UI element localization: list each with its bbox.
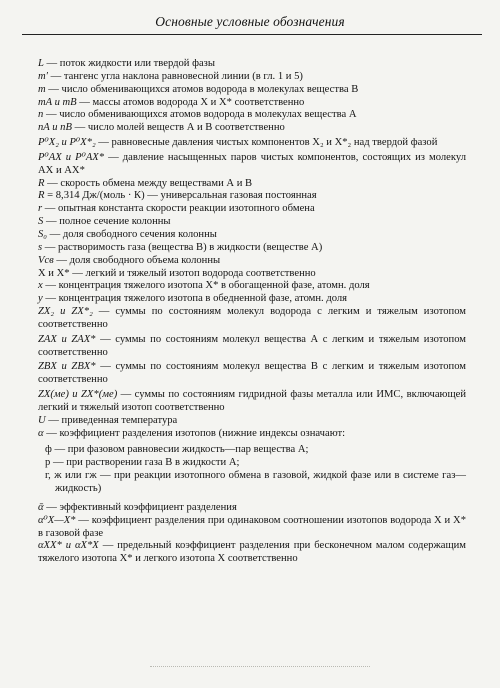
notation-entry (38, 255, 466, 268)
notation-definition: — число обменивающихся атомов водорода в молекулах вещества В (45, 83, 359, 95)
notation-symbol: R (38, 190, 45, 202)
notation-definition: — легкий и тяжелый изотоп водорода соответственно (69, 267, 316, 279)
notation-entry (38, 97, 466, 110)
notation-definition: = 8,314 Дж/(моль · К) — универсальная газовая постоянная (44, 190, 317, 202)
notation-symbol: ᾱ (38, 501, 44, 513)
notation-entry (38, 280, 466, 293)
notation-entry (38, 122, 466, 135)
notation-definition: — растворимость газа (вещества В) в жидкости (веществе А) (42, 241, 323, 253)
notation-entry (38, 428, 466, 441)
notation-symbol: x (38, 280, 43, 292)
notation-entry (38, 389, 466, 415)
notation-symbol: mA и mB (38, 96, 77, 108)
notation-symbol: α⁰X—X* (38, 514, 76, 526)
notation-definition: — массы атомов водорода Х и Х* соответственно (76, 96, 305, 108)
notation-definition: — концентрация тяжелого изотопа Х* в обогащенной фазе, атомн. доля (42, 280, 370, 292)
notation-definition: — суммы по состояниям молекул вещества В с легким и тяжелым изотопом соответственно (38, 361, 467, 386)
subscript-meaning-entry: г, ж или гж — при реакции изотопного обмена в газовой, жидкой фазе или в системе газ—жидкость) (45, 470, 466, 494)
notation-entry (38, 415, 466, 428)
notation-definition: — скорость обмена между веществами А и В (44, 177, 253, 189)
notation-definition: — число обменивающихся атомов водорода в молекулах вещества А (43, 109, 357, 121)
notation-symbol: U (38, 414, 46, 426)
notation-entry (38, 178, 466, 191)
subscript-meaning-entry: р — при растворении газа В в жидкости А; (45, 457, 240, 469)
notation-list (38, 58, 466, 566)
notation-symbol: α (38, 427, 44, 439)
notation-symbol: S (38, 216, 44, 228)
notation-symbol: αXX* и αX*X (38, 540, 99, 552)
notation-symbol: s (38, 241, 43, 253)
notation-symbol: R (38, 177, 45, 189)
notation-definition: — давление насыщенных паров чистых компонентов, состоящих из молекул АХ и АХ* (38, 151, 466, 176)
notation-definition: — доля свободного объема колонны (53, 254, 221, 266)
notation-symbol: P⁰AX и P⁰AX* (38, 151, 105, 163)
notation-entry (38, 203, 466, 216)
header-rule (22, 34, 482, 35)
notation-definition: — суммы по состояниям молекул вещества А с легким и тяжелым изотопом соответственно (38, 333, 466, 358)
notation-entry (38, 137, 466, 150)
notation-definition: — доля свободного сечения колонны (46, 228, 217, 240)
notation-entry (38, 242, 466, 255)
notation-entry (38, 152, 466, 178)
notation-entry (38, 216, 466, 229)
notation-definition: — число молей веществ А и В соответственно (71, 122, 285, 134)
running-header: Основные условные обозначения (155, 14, 345, 29)
notation-entry (38, 190, 466, 203)
notation-symbol: m (38, 83, 46, 95)
notation-definition: — коэффициент разделения при одинаковом соотношении изотопов водорода Х и Х* в газовой фазе (38, 514, 466, 539)
notation-entry (38, 540, 466, 566)
notation-entry (38, 109, 466, 122)
notation-symbol: ZBX и ZBX* (38, 361, 96, 373)
notation-entry (38, 268, 466, 281)
notation-symbol: y (38, 293, 43, 305)
notation-symbol: Vсв (38, 254, 54, 266)
notation-definition: — полное сечение колонны (43, 216, 171, 228)
notation-definition: — суммы по состояниям молекул водорода с легким и тяжелым изотопом соответственно (38, 306, 467, 330)
notation-definition: — предельный коэффициент разделения при бесконечном малом содержащим тяжелого изотопа Х* и легкого изотопа Х соответственно (38, 540, 466, 565)
notation-entry (38, 515, 466, 541)
notation-entry (38, 58, 466, 71)
notation-entry (38, 334, 466, 360)
notation-definition: — тангенс угла наклона равновесной линии (в гл. 1 и 5) (47, 70, 303, 82)
notation-definition: — концентрация тяжелого изотопа в обедненной фазе, атомн. доля (42, 293, 348, 305)
notation-entry (38, 306, 466, 332)
notation-definition: — коэффициент разделения изотопов (нижние индексы означают: (43, 427, 346, 439)
notation-symbol: m′ (38, 70, 48, 82)
notation-symbol: ZAX и ZAX* (38, 333, 96, 345)
notation-entry (38, 71, 466, 84)
notation-symbol: n (38, 109, 44, 121)
notation-symbol: ZX(ме) и ZX*(ме) (38, 389, 118, 401)
notation-definition: — равновесные давления чистых компонентов X₂ и X*₂ над твердой фазой (95, 137, 438, 149)
subscript-meaning-entry: ф — при фазовом равновесии жидкость—пар вещества А; (45, 444, 309, 456)
notation-definition: — опытная константа скорости реакции изотопного обмена (42, 203, 315, 215)
faint-footer-bleed (150, 666, 370, 671)
notation-entry (38, 361, 466, 387)
notation-symbol: Х и Х* (38, 267, 70, 279)
notation-entry (38, 84, 466, 97)
notation-definition: — эффективный коэффициент разделения (43, 501, 237, 513)
notation-symbol: r (38, 203, 43, 215)
notation-symbol: nA и nB (38, 122, 72, 134)
notation-symbol: ZX₂ и ZX*₂ (38, 306, 93, 318)
notation-symbol: L (38, 58, 44, 69)
notation-symbol: P⁰X₂ и P⁰X*₂ (38, 137, 96, 149)
notation-symbol: S₀ (38, 228, 47, 240)
notation-entry (38, 229, 466, 242)
notation-entry (38, 293, 466, 306)
notation-definition: — приведенная температура (45, 414, 178, 426)
notation-definition: — суммы по состояниям гидридной фазы металла или ИМС, включающей легкий и тяжелый изотоп соответственно (38, 389, 466, 413)
notation-definition: — поток жидкости или твердой фазы (43, 58, 215, 69)
notation-entry (38, 502, 466, 515)
